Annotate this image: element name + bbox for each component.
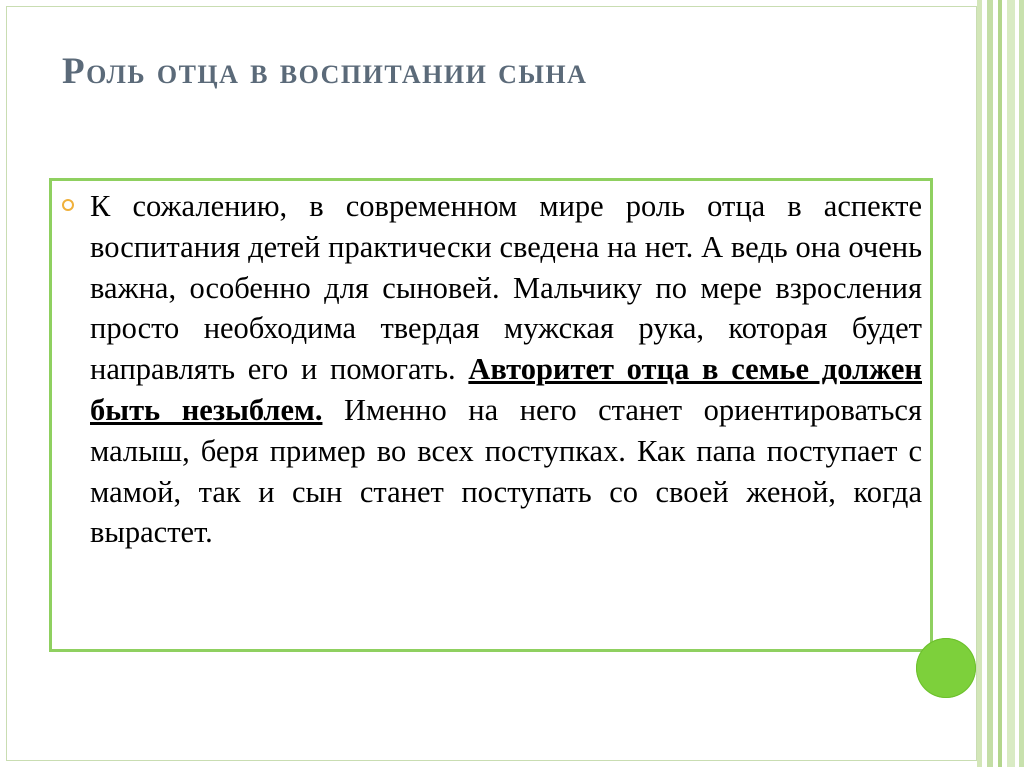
emphasis-text: Авторитет отца в семье должен быть незыблем. xyxy=(90,352,922,427)
slide-title: Роль отца в воспитании сына xyxy=(62,51,588,92)
decorative-circle xyxy=(916,638,976,698)
stripe xyxy=(1007,0,1015,767)
decorative-stripes xyxy=(977,0,1024,767)
body-text-start: К сожалению, в современном мире роль отца в аспекте воспитания детей практически сведена на нет. А ведь она очень важна, особенно для сыновей. Мальчику по мере взросления просто необходима твердая мужская рука, которая будет направлять его и помогать. xyxy=(90,189,922,387)
stripe xyxy=(977,0,982,767)
bullet-icon xyxy=(62,199,74,211)
body-paragraph xyxy=(90,186,922,553)
body-text-end: Именно на него станет ориентироваться малыш, беря пример во всех поступках. Как папа поступает с мамой, так и сын станет поступать со своей женой, когда вырастет. xyxy=(90,392,923,550)
stripe xyxy=(1019,0,1024,767)
stripe xyxy=(998,0,1002,767)
stripe xyxy=(987,0,993,767)
